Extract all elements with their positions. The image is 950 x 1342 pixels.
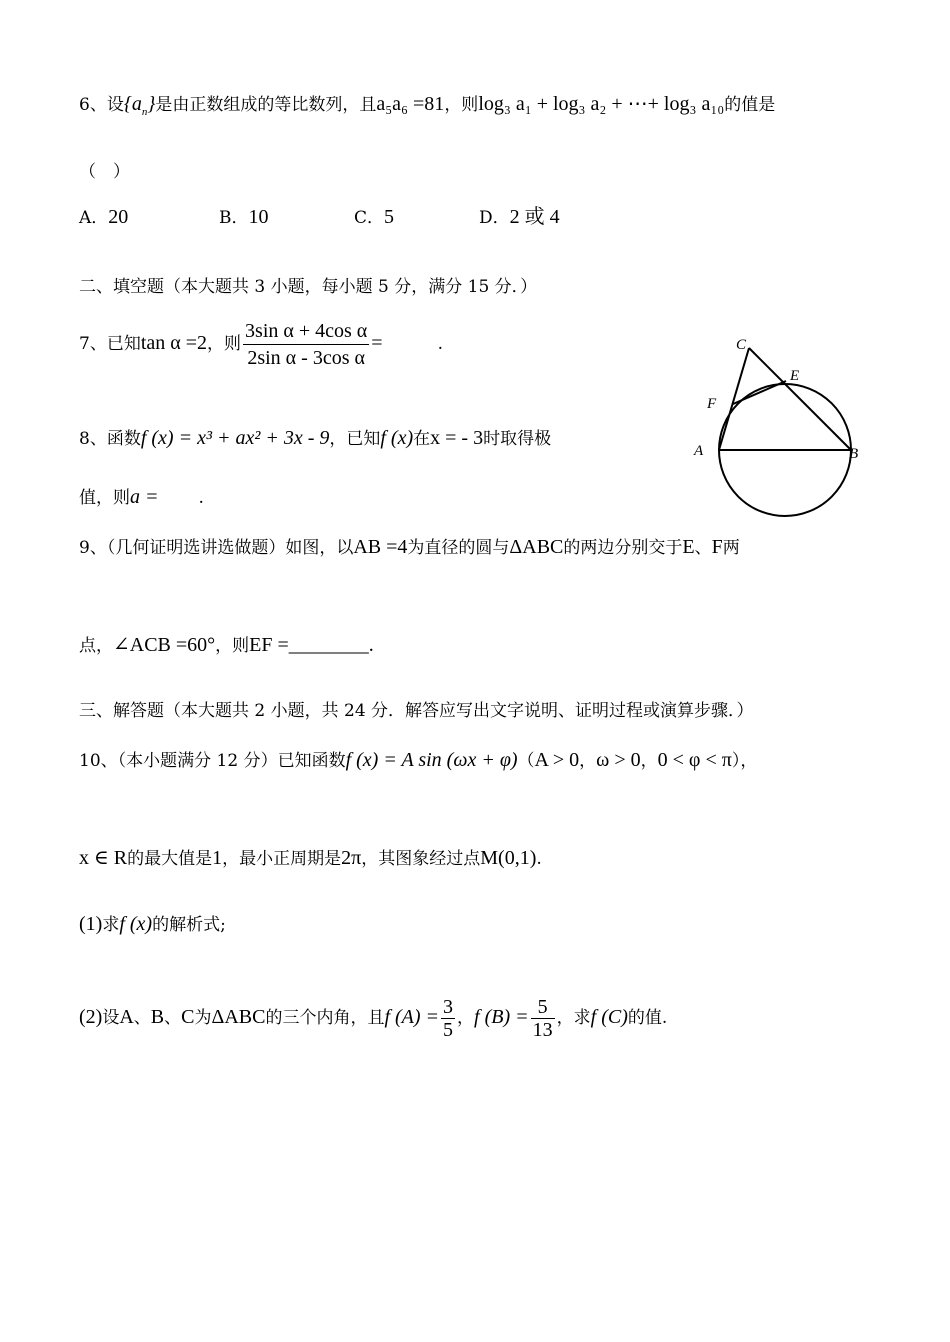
q6-options	[79, 205, 679, 235]
q9-text6: ，则	[215, 636, 250, 656]
q10-fA-fraction: $\frac{3}{5}$	[443, 996, 454, 1041]
q9-f: F	[711, 536, 723, 558]
label-c: C	[736, 337, 747, 353]
q7-text: ，则	[207, 334, 242, 354]
q9-text4: 两	[722, 538, 740, 558]
q8-text1: ，已知	[329, 429, 381, 449]
q8-text3: 时取得极	[483, 429, 552, 449]
q10-fB-fraction: $\frac{5}{13}$	[532, 996, 553, 1041]
q7-fraction	[243, 318, 369, 371]
q9-ab: AB =4	[353, 536, 408, 558]
q9-line1: 9、（几何证明选讲选做题）如图，以AB =4为直径的圆与ΔABC的两边分别交于E、F两	[79, 536, 740, 558]
q6-paren: （ ）	[79, 162, 130, 182]
q8-number: 8、函数	[79, 429, 141, 449]
label-f: F	[707, 396, 717, 412]
q10-part1: (1)求f (x)的解析式;	[79, 913, 226, 935]
q6-option-b: B．10	[219, 206, 269, 228]
q6-text3: 的值是	[724, 95, 776, 115]
q10-part2-triangle: ΔABC	[211, 1006, 266, 1028]
section-3-heading: 三、解答题（本大题共 2 小题，共 24 分．解答应写出文字说明、证明过程或演算步骤．）	[79, 701, 754, 721]
section-2-heading: 二、填空题（本大题共 3 小题，每小题 5 分，满分 15 分．）	[79, 277, 538, 297]
q6-option-a: A．20	[79, 206, 129, 228]
q10-part1-label: (1)	[79, 913, 103, 935]
q10-part2-label: (2)	[79, 1006, 103, 1028]
q10-domain: x ∈ R	[79, 847, 128, 869]
q7-condition: tan α =2	[140, 332, 208, 354]
q8-line1	[79, 426, 551, 451]
q9-line2	[79, 633, 374, 658]
q9-text2: 为直径的圆与	[407, 538, 510, 558]
q8-fx: f (x)	[380, 427, 414, 449]
q7-equals: =	[371, 332, 383, 354]
q9-e: E	[682, 536, 695, 558]
q10-fC: f (C)	[590, 1006, 628, 1028]
q10-number: 10、（本小题满分 12 分）已知函数	[79, 751, 346, 771]
q7-end: .	[437, 334, 443, 354]
q10-function: f (x) = A sin (ωx + φ)	[345, 749, 518, 771]
q8-var: a =	[130, 486, 159, 508]
q10-part2: (2)设A、B、C为ΔABC的三个内角，且f (A) = $\frac{3}{5}$ ，f (B) = $\frac{5}{13}$ ，求f (C)的值.	[79, 996, 668, 1041]
label-b: B	[849, 446, 859, 462]
label-e: E	[790, 368, 800, 384]
q10-line1: 10、（本小题满分 12 分）已知函数f (x) = A sin (ωx + φ)（A > 0，ω > 0，0 < φ < π），	[79, 749, 758, 771]
q9-text5: 点，	[79, 636, 113, 656]
q10-fA: f (A) =	[384, 1006, 440, 1028]
q6-line	[79, 92, 775, 124]
q10-cond-phi: 0 < φ < π	[657, 749, 732, 771]
q8-function: f (x) = x³ + ax² + 3x - 9	[140, 427, 330, 449]
segment-fe	[733, 381, 786, 404]
q10-max: 1	[212, 847, 223, 869]
q8-at: x = - 3	[430, 427, 484, 449]
q9-text1: 9、（几何证明选讲选做题）如图，以	[79, 538, 354, 558]
q8-line2	[79, 485, 204, 510]
q10-part1-fx: f (x)	[119, 913, 153, 935]
side-cb	[749, 348, 851, 450]
q8-text2: 在	[413, 429, 431, 449]
label-a: A	[694, 443, 704, 459]
q10-period: 2π	[341, 847, 362, 869]
q7-denominator: 2sin α - 3cos α	[247, 347, 365, 369]
q6-condition: a₅a₆ =81	[376, 93, 445, 115]
q8-end: .	[198, 488, 204, 508]
q9-ef-blank: EF =________.	[249, 634, 374, 656]
q9-text3: 的两边分别交于	[563, 538, 683, 558]
q6-option-c: C．5	[354, 206, 395, 228]
q6-text1: 是由正数组成的等比数列，且	[155, 95, 377, 115]
q7-numerator: 3sin α + 4cos α	[243, 318, 369, 345]
q9-angle: ∠ACB =60°	[113, 634, 216, 656]
q6-text2: ，则	[444, 95, 479, 115]
q10-cond-a: A > 0	[534, 749, 580, 771]
q10-cond-omega: ω > 0	[596, 749, 641, 771]
q6-expression: log₃ a₁ + log₃ a₂ + ⋯+ log₃ a₁₀	[478, 93, 725, 115]
q9-triangle: ΔABC	[509, 536, 564, 558]
q8-line2-text: 值，则	[79, 488, 130, 508]
q10-point: M(0,1)	[480, 847, 537, 869]
q10-fB: f (B) =	[474, 1006, 529, 1028]
q6-number: 6、设	[79, 95, 124, 115]
q7-number: 7、已知	[79, 334, 141, 354]
q6-sequence: $\{a_n\}$	[123, 93, 156, 118]
geometry-figure	[690, 332, 865, 522]
q6-option-d: D．2 或 4	[479, 206, 560, 228]
q10-line2: x ∈ R的最大值是1，最小正周期是2π，其图象经过点M(0,1).	[79, 847, 542, 869]
q7-line	[79, 318, 443, 371]
